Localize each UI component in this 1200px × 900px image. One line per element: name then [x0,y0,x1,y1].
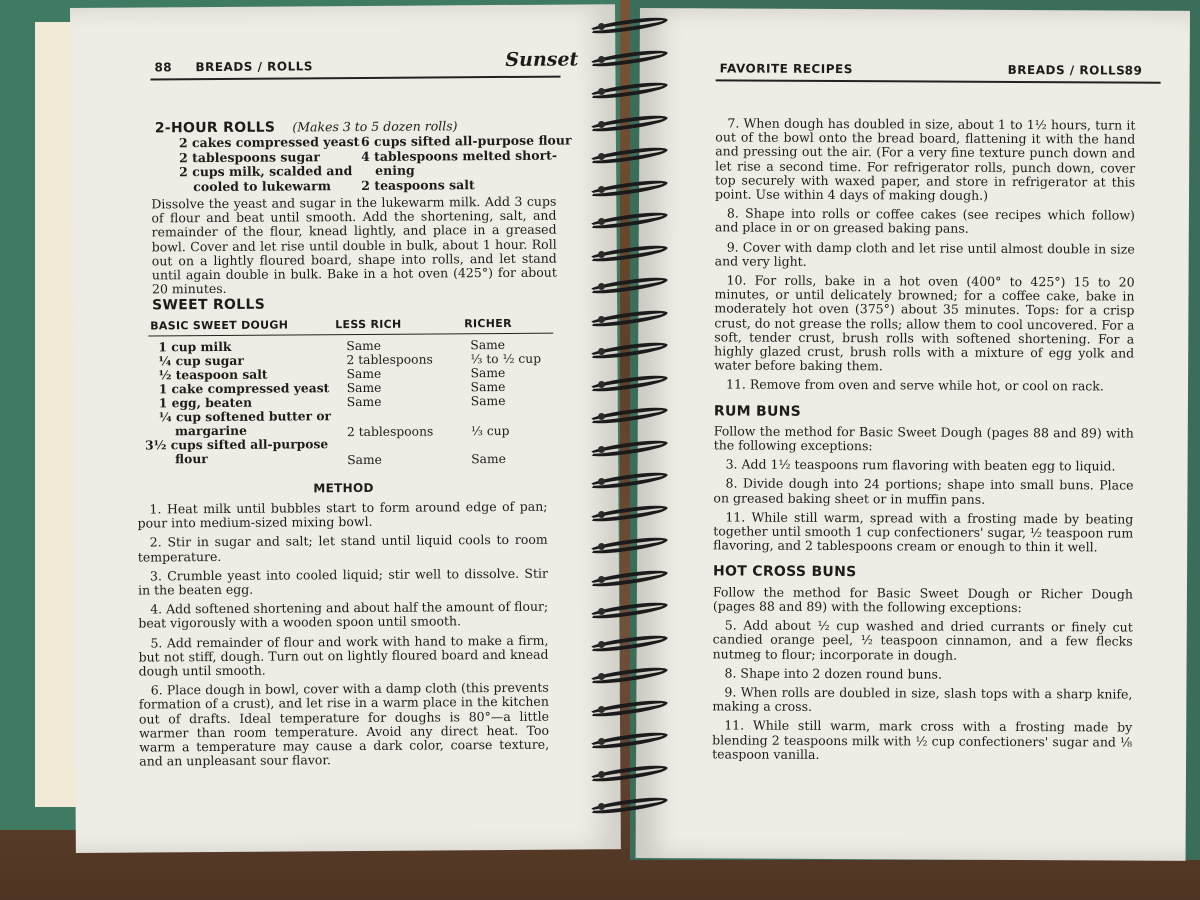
method-step: 4. Add softened shortening and about half the amount of flour; beat vigorously with a wooden spoon until smooth. [138,598,549,631]
column-header: LESS RICH [335,317,402,332]
punch-hole [598,771,605,778]
ingredient-table [144,338,565,467]
hot-cross-buns-intro: Follow the method for Basic Sweet Dough or Richer Dough (pages 88 and 89) with the following exceptions: [712,584,1133,615]
method-steps [137,500,549,774]
section-header: BREADS / ROLLS [1007,62,1126,78]
section-header: BREADS / ROLLS [195,59,314,75]
ingredient-list-2 [361,134,572,193]
left-page [70,4,621,853]
punch-hole [598,511,605,518]
table-row: 1 egg, beaten Same Same [158,393,506,411]
header-rule [716,79,1161,83]
punch-hole [598,251,605,258]
method-step: 9. Cover with damp cloth and let rise until almost double in size and very light. [714,239,1135,269]
punch-hole [598,543,605,550]
method-step: 11. Remove from oven and serve while hot, or cool on rack. [725,376,1104,394]
right-page [636,8,1190,861]
table-row: margarine 2 tablespoons ⅓ cup [174,422,510,440]
rum-buns-step: 11. While still warm, spread with a frosting made by beating together until smooth 1 cup confectioners' sugar, ½ teaspoon rum flavoring, and 2 tablespoons cream or enough to thin it well. [713,509,1134,555]
method-step: 7. When dough has doubled in size, about 1 to 1½ hours, turn it out of the bowl onto the bread board, flattening it with the hand and pressing out the air. (For a very fine texture punch down and let rise a second time. For refrigerator rolls, punch down, cover top securely with waxed paper, and store in refrigerator at this point. Use within 4 days of making dough.) [714,115,1136,203]
table-row: 3½ cups sifted all-purpose [145,436,329,453]
punch-hole [598,218,605,225]
brand-logo: Sunset [505,48,579,71]
table-rule [148,333,553,337]
recipe-directions: Dissolve the yeast and sugar in the lukewarm milk. Add 3 cups of flour and beat until smooth. Add the shortening, salt, and remainder of the flour, knead lightly, and place in a greased bowl. Cover and let rise until double in bulk, about 1 hour. Roll out on a lightly floured board, shape into rolls, and let stand until again double in bulk. Bake in a hot oven (425°) for about 20 minutes. [151,193,557,297]
hot-cross-buns-title: HOT CROSS BUNS [713,563,857,581]
punch-hole [598,348,605,355]
ingredient: 2 cups milk, scalded and [179,163,353,180]
punch-hole [598,576,605,583]
method-step: 5. Add remainder of flour and work with hand to make a firm, but not stiff, dough. Turn out on lightly floured board and knead dough until smooth. [138,632,549,679]
hot-cross-buns-step: 8. Shape into 2 dozen round buns. [724,665,943,682]
spiral-binding [588,20,678,820]
method-step: 10. For rolls, bake in a hot oven (400° to 425°) 15 to 20 minutes, or until delicately browned; for a coffee cake, bake in moderately hot oven (375°) about 35 minutes. Tops: for a crisp crust, do not grease the rolls; allow them to cool uncovered. For a soft, tender crust, brush rolls with softened shortening. For a highly glazed crust, brush rolls with a mixture of egg yolk and water before baking them. [714,272,1135,374]
page-number: 88 [154,60,173,75]
punch-hole [598,413,605,420]
punch-hole [598,23,605,30]
hot-cross-buns-step: 9. When rolls are doubled in size, slash tops with a sharp knife, making a cross. [712,684,1133,715]
sweet-rolls-title: SWEET ROLLS [152,296,266,314]
punch-hole [598,186,605,193]
punch-hole [598,706,605,713]
rum-buns-step: 8. Divide dough into 24 portions; shape into small buns. Place on greased baking sheet or in muffin pans. [713,475,1134,507]
ingredient-list-1 [179,135,360,194]
method-step: 2. Stir in sugar and salt; let stand until liquid cools to room temperature. [137,532,548,565]
punch-hole [598,283,605,290]
page-number: 89 [1124,63,1143,78]
ingredient: cooled to lukewarm [193,177,331,194]
punch-hole [598,88,605,95]
punch-hole [598,153,605,160]
punch-hole [598,381,605,388]
table-row: ½ teaspoon salt Same Same [158,365,506,383]
punch-hole [598,478,605,485]
table-row: ¼ cup softened butter or [158,408,332,425]
punch-hole [598,641,605,648]
ingredient: 4 tablespoons melted short- [360,147,558,164]
header-rule [150,76,560,81]
punch-hole [598,803,605,810]
punch-hole [598,738,605,745]
book-title-header: FAVORITE RECIPES [719,61,853,77]
punch-hole [598,446,605,453]
ingredient: 2 cakes compressed yeast [178,133,360,151]
ingredient: 2 tablespoons sugar [178,148,320,165]
column-header: RICHER [464,316,512,331]
punch-hole [598,673,605,680]
method-step: 3. Crumble yeast into cooled liquid; stir well to dissolve. Stir in the beaten egg. [138,565,549,598]
recipe-title: 2-HOUR ROLLS [154,119,276,137]
recipe-yield: (Makes 3 to 5 dozen rolls) [292,118,458,135]
table-row: 1 cake compressed yeast Same Same [158,379,506,397]
table-row: ¼ cup sugar 2 tablespoons ⅓ to ½ cup [158,351,542,369]
method-title: METHOD [313,480,374,496]
column-header: BASIC SWEET DOUGH [150,318,289,333]
hot-cross-buns-step: 5. Add about ½ cup washed and dried currants or finely cut candied orange peel, ½ teaspoon cinnamon, and a few flecks nutmeg to flour; incorporate in dough. [712,617,1133,663]
ingredient: 6 cups sifted all-purpose flour [360,132,572,149]
punch-hole [598,316,605,323]
method-step: 1. Heat milk until bubbles start to form around edge of pan; pour into medium-sized mixing bowl. [137,498,548,531]
punch-hole [598,121,605,128]
punch-hole [598,56,605,63]
punch-hole [598,608,605,615]
method-step: 6. Place dough in bowl, cover with a damp cloth (this prevents formation of a crust), and let rise in a warm place in the kitchen out of drafts. Ideal temperature for doughs is 80°—a little warmer than room temperature. Avoid any direct heat. Too warm a temperature may cause a dark color, coarse texture, and an unpleasant sour flavor. [138,679,550,769]
method-steps-continued [712,116,1135,768]
hot-cross-buns-step: 11. While still warm, mark cross with a frosting made by blending 2 teaspoons milk with ½ cup confectioners' sugar and ⅛ teaspoon vanilla. [712,717,1133,762]
ingredient: 2 teaspoons salt [361,176,475,193]
method-step: 8. Shape into rolls or coffee cakes (see recipes which follow) and place in or on greased baking pans. [714,205,1135,237]
rum-buns-title: RUM BUNS [713,403,802,420]
rum-buns-intro: Follow the method for Basic Sweet Dough (pages 88 and 89) with the following exceptions: [713,423,1134,454]
table-row: 1 cup milk Same Same [158,337,506,355]
ingredient: ening [375,162,415,178]
rum-buns-step: 3. Add 1½ teaspoons rum flavoring with beaten egg to liquid. [725,456,1116,474]
table-row: flour Same Same [175,451,506,468]
